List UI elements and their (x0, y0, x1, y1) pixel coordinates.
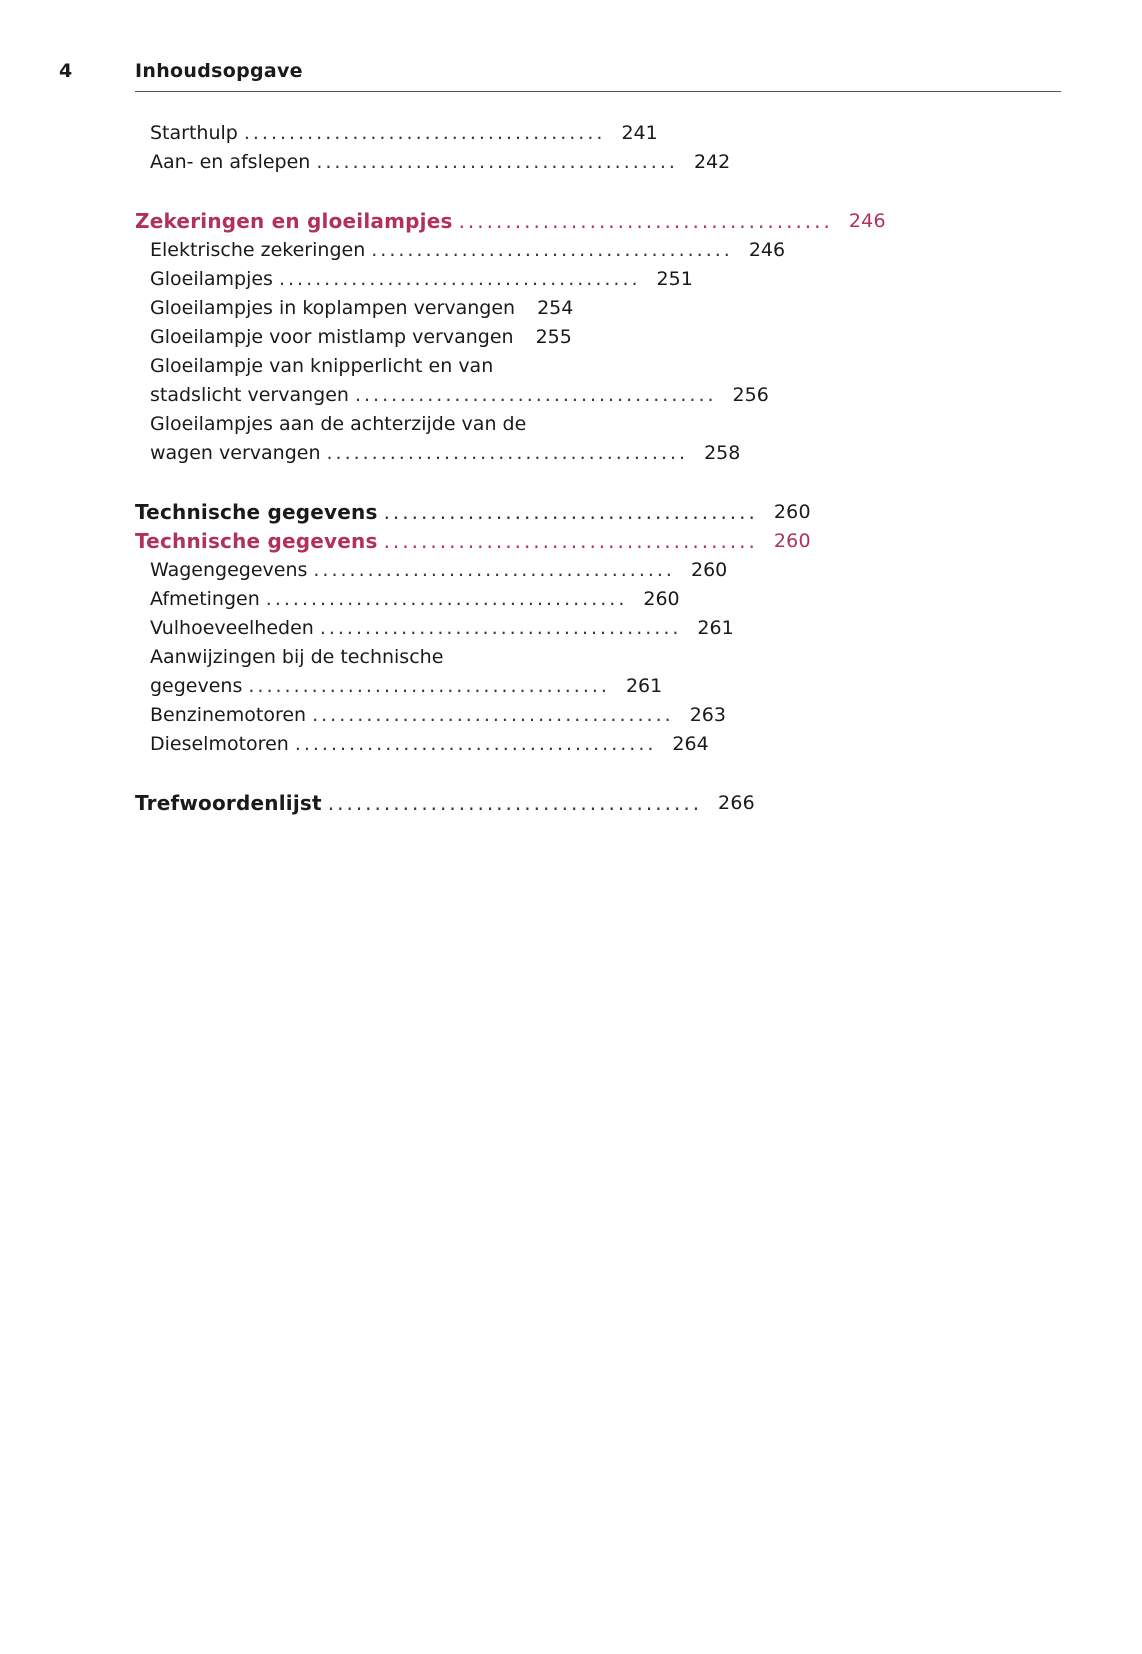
toc-entry-starthulp[interactable] (135, 119, 658, 148)
toc-entry-label: Gloeilampjes (150, 268, 273, 290)
toc-entry-label: Gloeilampje van knipperlicht en van (150, 355, 494, 377)
toc-entry-label: wagen vervangen (150, 442, 321, 464)
toc-chapter-label: Technische gegevens (135, 500, 378, 524)
toc-entry-knipperlicht-line2[interactable] (135, 381, 769, 410)
toc-entry-page: 251 (656, 268, 693, 290)
toc-chapter-page: 260 (773, 501, 811, 523)
dot-leader: ........................................ (354, 384, 717, 406)
toc-entry-page: 255 (535, 326, 572, 348)
toc-entry-label: Afmetingen (150, 588, 260, 610)
dot-leader: ........................................ (265, 588, 628, 610)
toc-entry-label: gegevens (150, 675, 243, 697)
toc-entry-aan-en-afslepen[interactable] (135, 148, 731, 177)
toc-entry-label: Starthulp (150, 122, 238, 144)
dot-leader: ........................................ (458, 209, 833, 233)
toc-entry-page: 260 (643, 588, 680, 610)
toc-entry-label: Dieselmotoren (150, 733, 289, 755)
toc-section-label: Zekeringen en gloeilampjes (135, 209, 453, 233)
toc-entry-koplampen[interactable] (135, 294, 575, 323)
toc-entry-label: Aanwijzingen bij de technische (150, 646, 444, 668)
dot-leader: ........................................ (294, 733, 657, 755)
toc-entry-page: 241 (621, 122, 658, 144)
toc-entry-label: Gloeilampje voor mistlamp vervangen (150, 326, 514, 348)
toc-entry-label: stadslicht vervangen (150, 384, 349, 406)
toc-entry-vulhoeveelheden[interactable] (135, 614, 734, 643)
toc-entry-page: 263 (689, 704, 726, 726)
dot-leader: ........................................ (312, 704, 674, 726)
toc-entry-label: Vulhoeveelheden (150, 617, 314, 639)
toc-entry-aanwijzingen-line2[interactable] (135, 672, 663, 701)
toc-entry-page: 260 (690, 559, 728, 581)
toc-entry-page: 242 (693, 151, 731, 173)
toc-entry-label: Gloeilampjes aan de achterzijde van de (150, 413, 527, 435)
toc-entry-elektrische-zekeringen[interactable] (135, 236, 786, 265)
toc-entry-achterzijde-line2[interactable] (135, 439, 741, 468)
toc-entry-page: 261 (697, 617, 734, 639)
toc-entry-page: 256 (732, 384, 769, 406)
toc-entry-label: Aan- en afslepen (150, 151, 311, 173)
toc-entry-page: 258 (704, 442, 741, 464)
toc-entry-label: Wagengegevens (150, 559, 308, 581)
toc-section-zekeringen[interactable] (135, 207, 886, 236)
toc-entry-achterzijde-line1[interactable] (135, 410, 575, 439)
header-title: Inhoudsopgave (135, 60, 303, 82)
toc-entry-page: 254 (537, 297, 574, 319)
dot-leader: ........................................ (326, 442, 689, 464)
toc-section-page: 246 (848, 210, 886, 232)
dot-leader: ........................................ (243, 122, 606, 144)
toc-chapter-technische-gegevens[interactable] (135, 498, 811, 527)
table-of-contents (135, 119, 886, 818)
toc-entry-page: 261 (625, 675, 663, 697)
dot-leader: ........................................ (248, 675, 610, 697)
dot-leader: ........................................ (313, 559, 675, 581)
toc-section-technische-gegevens[interactable] (135, 527, 811, 556)
toc-chapter-page: 266 (718, 792, 755, 814)
dot-leader: ........................................ (327, 791, 703, 815)
toc-entry-label: Elektrische zekeringen (150, 239, 366, 261)
toc-entry-mistlamp[interactable] (135, 323, 575, 352)
toc-entry-label: Gloeilampjes in koplampen vervangen (150, 297, 516, 319)
toc-entry-dieselmotoren[interactable] (135, 730, 709, 759)
toc-entry-page: 264 (672, 733, 709, 755)
page-number: 4 (59, 60, 73, 82)
dot-leader: ........................................ (319, 617, 682, 639)
toc-entry-gloeilampjes[interactable] (135, 265, 693, 294)
dot-leader: ........................................ (383, 500, 758, 524)
toc-entry-label: Benzinemotoren (150, 704, 307, 726)
toc-entry-knipperlicht-line1[interactable] (135, 352, 575, 381)
dot-leader: ........................................ (278, 268, 641, 290)
toc-entry-aanwijzingen-line1[interactable] (135, 643, 575, 672)
toc-entry-benzinemotoren[interactable] (135, 701, 726, 730)
toc-entry-afmetingen[interactable] (135, 585, 680, 614)
toc-section-page: 260 (773, 530, 811, 552)
header-rule (135, 91, 1061, 92)
toc-chapter-label: Trefwoordenlijst (135, 791, 322, 815)
dot-leader: ........................................ (371, 239, 733, 261)
toc-chapter-trefwoordenlijst[interactable] (135, 789, 755, 818)
dot-leader: ........................................ (383, 529, 758, 553)
dot-leader: ........................................ (316, 151, 678, 173)
toc-entry-wagengegevens[interactable] (135, 556, 728, 585)
toc-entry-page: 246 (748, 239, 786, 261)
toc-section-label: Technische gegevens (135, 529, 378, 553)
